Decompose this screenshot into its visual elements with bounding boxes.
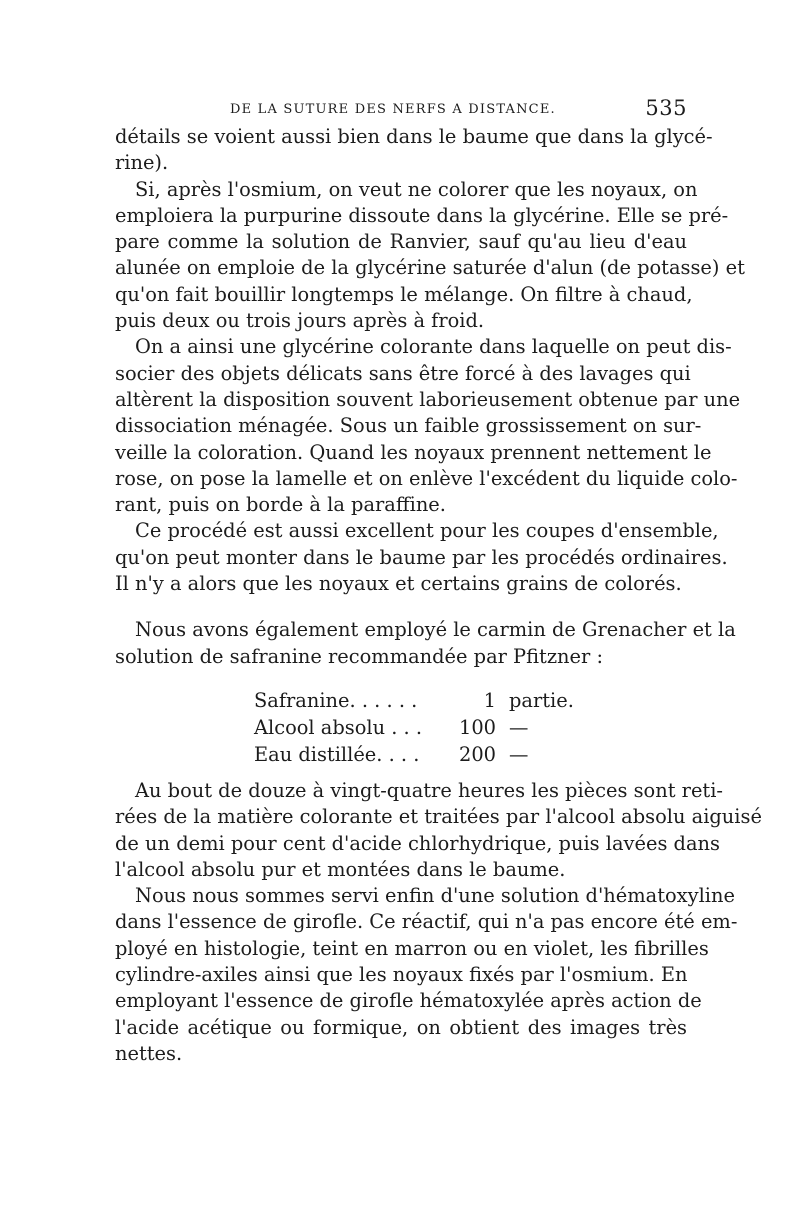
text-line: On a ainsi une glycérine colorante dans laquelle on peut dis- [135, 335, 732, 359]
paragraph-1 [115, 124, 713, 177]
text-line: Nous nous sommes servi enfin d'une solution d'hématoxyline [135, 884, 735, 908]
recipe-ingredient: Alcool absolu . . . [254, 715, 423, 739]
text-line: qu'on fait bouillir longtemps le mélange. On filtre à chaud, [115, 282, 693, 306]
text-line: alunée on emploie de la glycérine saturée d'alun (de potasse) et [115, 256, 745, 280]
text-line: Il n'y a alors que les noyaux et certains grains de colorés. [115, 572, 682, 596]
page-number: 535 [645, 96, 687, 120]
recipe-unit: — [509, 742, 529, 766]
text-line: l'acide acétique ou formique, on obtient des images très [115, 1015, 687, 1039]
paragraph-4 [115, 518, 728, 597]
text-line: Nous avons également employé le carmin de Grenacher et la [135, 618, 736, 642]
text-line: veille la coloration. Quand les noyaux prennent nettement le [115, 440, 712, 464]
text-line: dans l'essence de girofle. Ce réactif, qui n'a pas encore été em- [115, 910, 738, 934]
recipe-table [115, 680, 687, 764]
text-line: nettes. [115, 1041, 183, 1065]
recipe-unit: — [509, 715, 529, 739]
recipe-unit: partie. [509, 688, 574, 712]
paragraph-2 [115, 177, 745, 335]
paragraph-3 [115, 334, 741, 518]
running-title: DE LA SUTURE DES NERFS A DISTANCE. [230, 102, 556, 117]
text-line: solution de safranine recommandée par Pfitzner : [115, 644, 603, 668]
text-line: pare comme la solution de Ranvier, sauf qu'au lieu d'eau [115, 230, 687, 254]
text-line: employant l'essence de girofle hématoxylée après action de [115, 989, 702, 1013]
text-line: dissociation ménagée. Sous un faible grossissement on sur- [115, 414, 702, 438]
text-line: détails se voient aussi bien dans le baume que dans la glycé- [115, 125, 713, 148]
text-line: qu'on peut monter dans le baume par les procédés ordinaires. [115, 545, 728, 569]
body-text [115, 124, 762, 1067]
text-line: rant, puis on borde à la paraffine. [115, 493, 446, 517]
paragraph-7 [115, 883, 738, 1067]
recipe-quantity: 200 [458, 742, 496, 766]
text-line: Si, après l'osmium, on veut ne colorer que les noyaux, on [135, 177, 698, 201]
section-gap [115, 597, 687, 617]
paragraph-6 [115, 778, 762, 883]
text-line: l'alcool absolu pur et montées dans le baume. [115, 857, 566, 881]
text-line: rées de la matière colorante et traitées par l'alcool absolu aiguisé [115, 805, 762, 829]
paragraph-5 [115, 617, 736, 670]
text-line: cylindre-axiles ainsi que les noyaux fixés par l'osmium. En [115, 963, 688, 987]
recipe-quantity: 1 [483, 688, 496, 712]
running-head [115, 98, 687, 122]
text-line: rose, on pose la lamelle et on enlève l'excédent du liquide colo- [115, 466, 738, 490]
text-line: rine). [115, 151, 169, 175]
recipe-quantity: 100 [458, 715, 496, 739]
text-line: emploiera la purpurine dissoute dans la glycérine. Elle se pré- [115, 203, 729, 227]
text-line: ployé en histologie, teint en marron ou en violet, les fibrilles [115, 936, 709, 960]
text-line: Ce procédé est aussi excellent pour les coupes d'ensemble, [135, 519, 719, 543]
text-line: socier des objets délicats sans être forcé à des lavages qui [115, 361, 691, 385]
text-line: puis deux ou trois jours après à froid. [115, 309, 485, 333]
text-line: Au bout de douze à vingt-quatre heures les pièces sont reti- [135, 778, 723, 802]
recipe-ingredient: Safranine. . . . . . [254, 688, 418, 712]
text-line: de un demi pour cent d'acide chlorhydrique, puis lavées dans [115, 831, 720, 855]
text-line: altèrent la disposition souvent laborieusement obtenue par une [115, 387, 741, 411]
recipe-ingredient: Eau distillée. . . . [254, 742, 420, 766]
